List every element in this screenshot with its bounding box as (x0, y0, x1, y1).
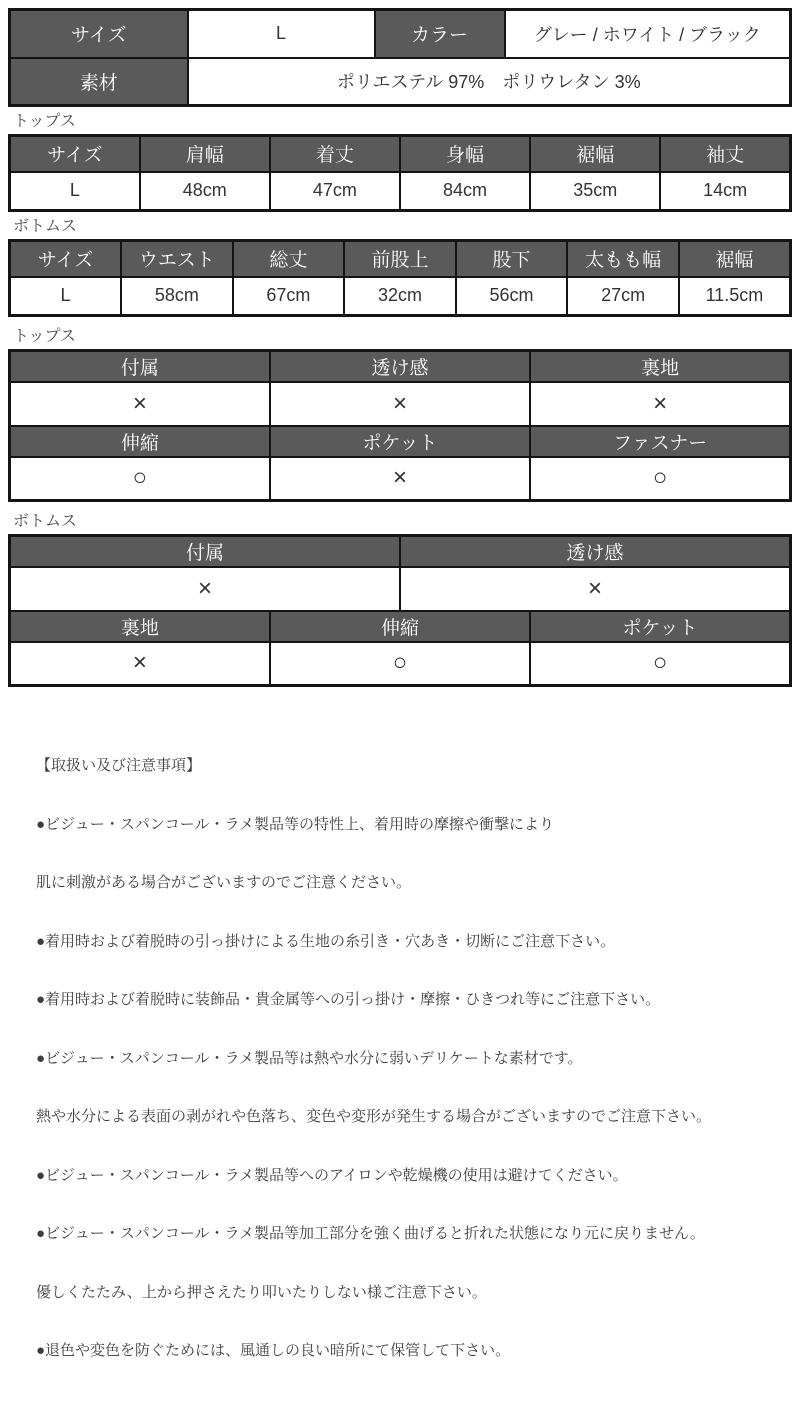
header-cell: 裏地 (530, 351, 790, 382)
table-row (10, 277, 791, 316)
section-label-tops-size: トップス (13, 113, 76, 130)
care-note-line: ●ビジュー・スパンコール・ラメ製品等の特性上、着用時の摩擦や衝撃により (36, 815, 555, 833)
care-note-line: ●着用時および着脱時に装飾品・貴金属等への引っ掛け・摩擦・ひきつれ等にご注意下さい。 (36, 991, 661, 1008)
header-cell: 股下 (456, 241, 568, 277)
header-cell: 裏地 (10, 611, 270, 642)
value-cell: 84cm (400, 172, 530, 211)
value-cell: 48cm (140, 172, 270, 211)
tops-features-table (8, 349, 792, 502)
table-row (10, 172, 791, 211)
value-cell: L (10, 172, 140, 211)
spec-material-label: 素材 (10, 58, 188, 106)
section-label-tops-features: トップス (13, 328, 76, 345)
value-cell: 67cm (233, 277, 345, 316)
spec-size-value: L (188, 10, 375, 58)
header-cell: 裾幅 (530, 136, 660, 172)
header-cell: 付属 (10, 351, 270, 382)
value-cell: × (10, 382, 270, 426)
header-cell: 裾幅 (679, 241, 791, 277)
header-cell: 前股上 (344, 241, 456, 277)
header-cell: 袖丈 (660, 136, 790, 172)
value-cell: 11.5cm (679, 277, 791, 316)
table-row (10, 382, 791, 426)
section-label-bottoms-features: ボトムス (13, 513, 78, 530)
value-cell: 14cm (660, 172, 790, 211)
care-note-line: 熱や水分による表面の剥がれや色落ち、変色や変形が発生する場合がございますのでご注意下さい。 (36, 1108, 712, 1125)
spec-table (8, 8, 792, 107)
spec-color-value: グレー / ホワイト / ブラック (505, 10, 791, 58)
header-cell: 伸縮 (270, 611, 530, 642)
care-notes (36, 717, 792, 1400)
header-cell: 付属 (10, 536, 400, 567)
spec-size-label: サイズ (10, 10, 188, 58)
value-cell: 27cm (567, 277, 679, 316)
care-note-line: 肌に刺激がある場合がございますのでご注意ください。 (36, 874, 412, 891)
value-cell: × (10, 567, 400, 611)
header-cell: 着丈 (270, 136, 400, 172)
value-cell: 56cm (456, 277, 568, 316)
value-cell: 58cm (121, 277, 233, 316)
table-row (10, 426, 791, 457)
section-label-bottoms-size: ボトムス (13, 218, 78, 235)
care-note-line: ●着用時および着脱時の引っ掛けによる生地の糸引き・穴あき・切断にご注意下さい。 (36, 932, 616, 950)
header-cell: ポケット (270, 426, 530, 457)
value-cell: 32cm (344, 277, 456, 316)
header-cell: ウエスト (121, 241, 233, 277)
value-cell: ○ (530, 457, 790, 501)
header-cell: 伸縮 (10, 426, 270, 457)
care-note-line: ●ビジュー・スパンコール・ラメ製品等へのアイロンや乾燥機の使用は避けてください。 (36, 1166, 628, 1184)
header-cell: 総丈 (233, 241, 345, 277)
value-cell: ○ (10, 457, 270, 501)
table-row (10, 58, 791, 106)
bottoms-features-table (8, 534, 792, 687)
value-cell: × (400, 567, 791, 611)
header-cell: 肩幅 (140, 136, 270, 172)
header-cell: 透け感 (400, 536, 791, 567)
table-row (10, 642, 791, 686)
header-cell: サイズ (10, 241, 122, 277)
value-cell: ○ (270, 642, 530, 686)
value-cell: × (10, 642, 270, 686)
table-row (10, 351, 791, 382)
spec-material-value: ポリエステル 97% ポリウレタン 3% (188, 58, 791, 106)
spec-color-label: カラー (375, 10, 505, 58)
table-row (10, 457, 791, 501)
value-cell: 47cm (270, 172, 400, 211)
care-note-line: ●退色や変色を防ぐためには、風通しの良い暗所にて保管して下さい。 (36, 1342, 511, 1359)
care-note-line: 優しくたたみ、上から押さえたり叩いたりしない様ご注意下さい。 (36, 1283, 487, 1301)
tops-size-table (8, 134, 792, 212)
header-cell: ファスナー (530, 426, 790, 457)
value-cell: ○ (530, 642, 790, 686)
header-cell: 身幅 (400, 136, 530, 172)
header-cell: サイズ (10, 136, 140, 172)
table-row (10, 567, 791, 611)
table-row (10, 136, 791, 172)
value-cell: 35cm (530, 172, 660, 211)
value-cell: × (270, 457, 530, 501)
table-row (10, 10, 791, 58)
table-row (10, 241, 791, 277)
table-row (10, 611, 791, 642)
value-cell: × (270, 382, 530, 426)
care-note-line: ●ビジュー・スパンコール・ラメ製品等加工部分を強く曲げると折れた状態になり元に戻りません。 (36, 1225, 705, 1242)
table-row (10, 536, 791, 567)
value-cell: × (530, 382, 790, 426)
header-cell: ポケット (530, 611, 790, 642)
care-note-line: ●ビジュー・スパンコール・ラメ製品等は熱や水分に弱いデリケートな素材です。 (36, 1049, 583, 1067)
bottoms-size-table (8, 239, 792, 317)
care-notes-title: 【取扱い及び注意事項】 (36, 757, 202, 774)
header-cell: 太もも幅 (567, 241, 679, 277)
value-cell: L (10, 277, 122, 316)
header-cell: 透け感 (270, 351, 530, 382)
